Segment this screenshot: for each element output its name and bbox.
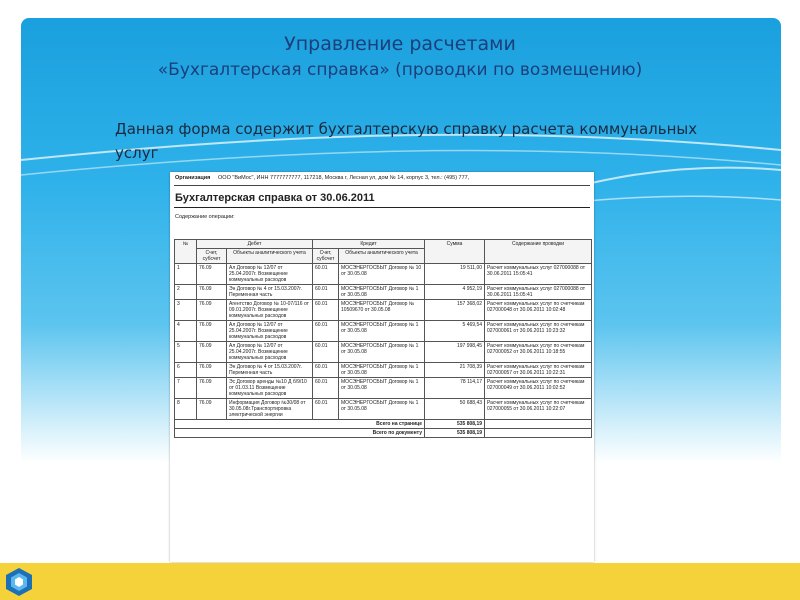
col-header-sum: Сумма (425, 240, 485, 264)
cell-debit-objects: Эн Договор № 4 от 15.03.2007г. Переменная часть (227, 285, 313, 300)
cell-debit-account: 76.09 (197, 378, 227, 399)
organization-line (175, 175, 469, 181)
cell-content: Расчет коммунальных услуг по счетчикам 027000048 от 30.06.2011 10:02:48 (485, 300, 592, 321)
total-page-value: 535 808,19 (425, 420, 485, 429)
cell-debit-account: 76.09 (197, 264, 227, 285)
table-row (175, 285, 592, 300)
cell-credit-account: 60.01 (313, 285, 339, 300)
total-page-row (175, 420, 592, 429)
cell-content: Расчет коммунальных услуг по счетчикам 027000052 от 30.06.2011 10:18:55 (485, 342, 592, 363)
slide-title-line2: «Бухгалтерская справка» (проводки по возмещению) (157, 60, 643, 80)
divider (174, 207, 590, 208)
col-header-credit-account: Счет, субсчет (313, 249, 339, 264)
cell-sum: 78 114,17 (425, 378, 485, 399)
cell-debit-account: 76.09 (197, 399, 227, 420)
table-row (175, 264, 592, 285)
cell-number: 5 (175, 342, 197, 363)
cell-sum: 157 368,02 (425, 300, 485, 321)
cell-debit-account: 76.09 (197, 300, 227, 321)
cell-debit-objects: Информация Договор №30/08 от 30.05.08г.Транспортировка электрической энергии (227, 399, 313, 420)
table-row (175, 363, 592, 378)
organization-value: ООО "ВиМос", ИНН 7777777777, 117218, Москва г, Лесная ул, дом № 14, корпус 3, тел.: (495) 777, (218, 175, 470, 181)
cell-number: 2 (175, 285, 197, 300)
table-header-row (175, 240, 592, 249)
cell-credit-objects: МОСЭНЕРГОСБЫТ Договор № 1 от 30.05.08 (339, 399, 425, 420)
cell-number: 3 (175, 300, 197, 321)
intro-text: Данная форма содержит бухгалтерскую справку расчета коммунальных услуг (115, 120, 698, 162)
cell-debit-objects: Ал Договор № 12/07 от 25.04.2007г. Возмещение коммунальных расходов (227, 321, 313, 342)
table-row (175, 300, 592, 321)
cell-sum: 5 469,54 (425, 321, 485, 342)
cell-debit-objects: Эс Договор аренды №10 Д б/9/10 от 01.03.11 Возмещение коммунальных расходов (227, 378, 313, 399)
cell-debit-account: 76.09 (197, 321, 227, 342)
col-header-number: № (175, 240, 197, 264)
col-header-content: Содержание проводки (485, 240, 592, 264)
table-row (175, 321, 592, 342)
cell-credit-objects: МОСЭНЕРГОСБЫТ Договор № 1 от 30.05.08 (339, 378, 425, 399)
cell-debit-objects: Эн Договор № 4 от 15.03.2007г. Переменная часть (227, 363, 313, 378)
operations-label: Содержание операции: (175, 214, 235, 220)
organization-label: Организация (175, 175, 211, 181)
entries-table (174, 239, 592, 438)
cell-debit-account: 76.09 (197, 342, 227, 363)
cell-credit-account: 60.01 (313, 399, 339, 420)
col-header-credit-objects: Объекты аналитического учета (339, 249, 425, 264)
cell-debit-objects: Ал Договор № 12/07 от 25.04.2007г. Возмещение коммунальных расходов (227, 264, 313, 285)
slide-title-line1: Управление расчетами (284, 33, 516, 55)
cell-credit-objects: МОСЭНЕРГОСБЫТ Договор № 1 от 30.05.08 (339, 321, 425, 342)
cell-debit-account: 76.09 (197, 285, 227, 300)
cell-credit-objects: МОСЭНЕРГОСБЫТ Договор № 1 от 30.05.08 (339, 285, 425, 300)
cell-content: Расчет коммунальных услуг 027000088 от 30.06.2011 15:05:41 (485, 285, 592, 300)
table-row (175, 399, 592, 420)
cell-debit-objects: Ал Договор № 12/07 от 25.04.2007г. Возмещение коммунальных расходов (227, 342, 313, 363)
cell-number: 8 (175, 399, 197, 420)
cell-sum: 19 511,00 (425, 264, 485, 285)
cell-content: Расчет коммунальных услуг по счетчикам 027000055 от 30.06.2011 10:22:07 (485, 399, 592, 420)
cell-content: Расчет коммунальных услуг по счетчикам 027000061 от 30.06.2011 10:23:32 (485, 321, 592, 342)
cell-credit-account: 60.01 (313, 264, 339, 285)
cell-credit-account: 60.01 (313, 300, 339, 321)
cell-sum: 21 708,39 (425, 363, 485, 378)
accounting-certificate-document (170, 172, 594, 562)
cell-credit-objects: МОСЭНЕРГОСБЫТ Договор № 10509670 от 30.05.08 (339, 300, 425, 321)
col-header-debit-account: Счет, субсчет (197, 249, 227, 264)
cell-content: Расчет коммунальных услуг по счетчикам 027000049 от 30.06.2011 10:02:52 (485, 378, 592, 399)
cell-number: 7 (175, 378, 197, 399)
cell-credit-objects: МОСЭНЕРГОСБЫТ Договор № 1 от 30.05.08 (339, 342, 425, 363)
cell-credit-account: 60.01 (313, 363, 339, 378)
company-logo-icon (4, 567, 34, 597)
cell-content: Расчет коммунальных услуг 027000088 от 30.06.2011 15:05:41 (485, 264, 592, 285)
cell-number: 6 (175, 363, 197, 378)
cell-content: Расчет коммунальных услуг по счетчикам 027000057 от 30.06.2011 10:22:31 (485, 363, 592, 378)
cell-credit-account: 60.01 (313, 342, 339, 363)
total-document-row (175, 429, 592, 438)
total-document-label: Всего по документу (175, 429, 425, 438)
total-page-label: Всего на странице (175, 420, 425, 429)
cell-credit-account: 60.01 (313, 378, 339, 399)
bottom-bar (0, 563, 800, 600)
total-document-value: 535 808,19 (425, 429, 485, 438)
cell-number: 1 (175, 264, 197, 285)
cell-credit-objects: МОСЭНЕРГОСБЫТ Договор № 10 от 30.05.08 (339, 264, 425, 285)
table-row (175, 342, 592, 363)
document-title: Бухгалтерская справка от 30.06.2011 (175, 192, 375, 204)
cell-sum: 197 998,45 (425, 342, 485, 363)
cell-debit-account: 76.09 (197, 363, 227, 378)
cell-sum: 4 952,19 (425, 285, 485, 300)
cell-credit-objects: МОСЭНЕРГОСБЫТ Договор № 1 от 30.05.08 (339, 363, 425, 378)
table-row (175, 378, 592, 399)
col-header-debit: Дебет (197, 240, 313, 249)
divider (174, 185, 590, 186)
col-header-credit: Кредит (313, 240, 425, 249)
cell-credit-account: 60.01 (313, 321, 339, 342)
slide-title (0, 30, 800, 82)
cell-debit-objects: Агентство Договор № 10-07/116 от 09.01.2007г. Возмещение коммунальных расходов (227, 300, 313, 321)
cell-number: 4 (175, 321, 197, 342)
col-header-debit-objects: Объекты аналитического учета (227, 249, 313, 264)
cell-sum: 50 688,43 (425, 399, 485, 420)
